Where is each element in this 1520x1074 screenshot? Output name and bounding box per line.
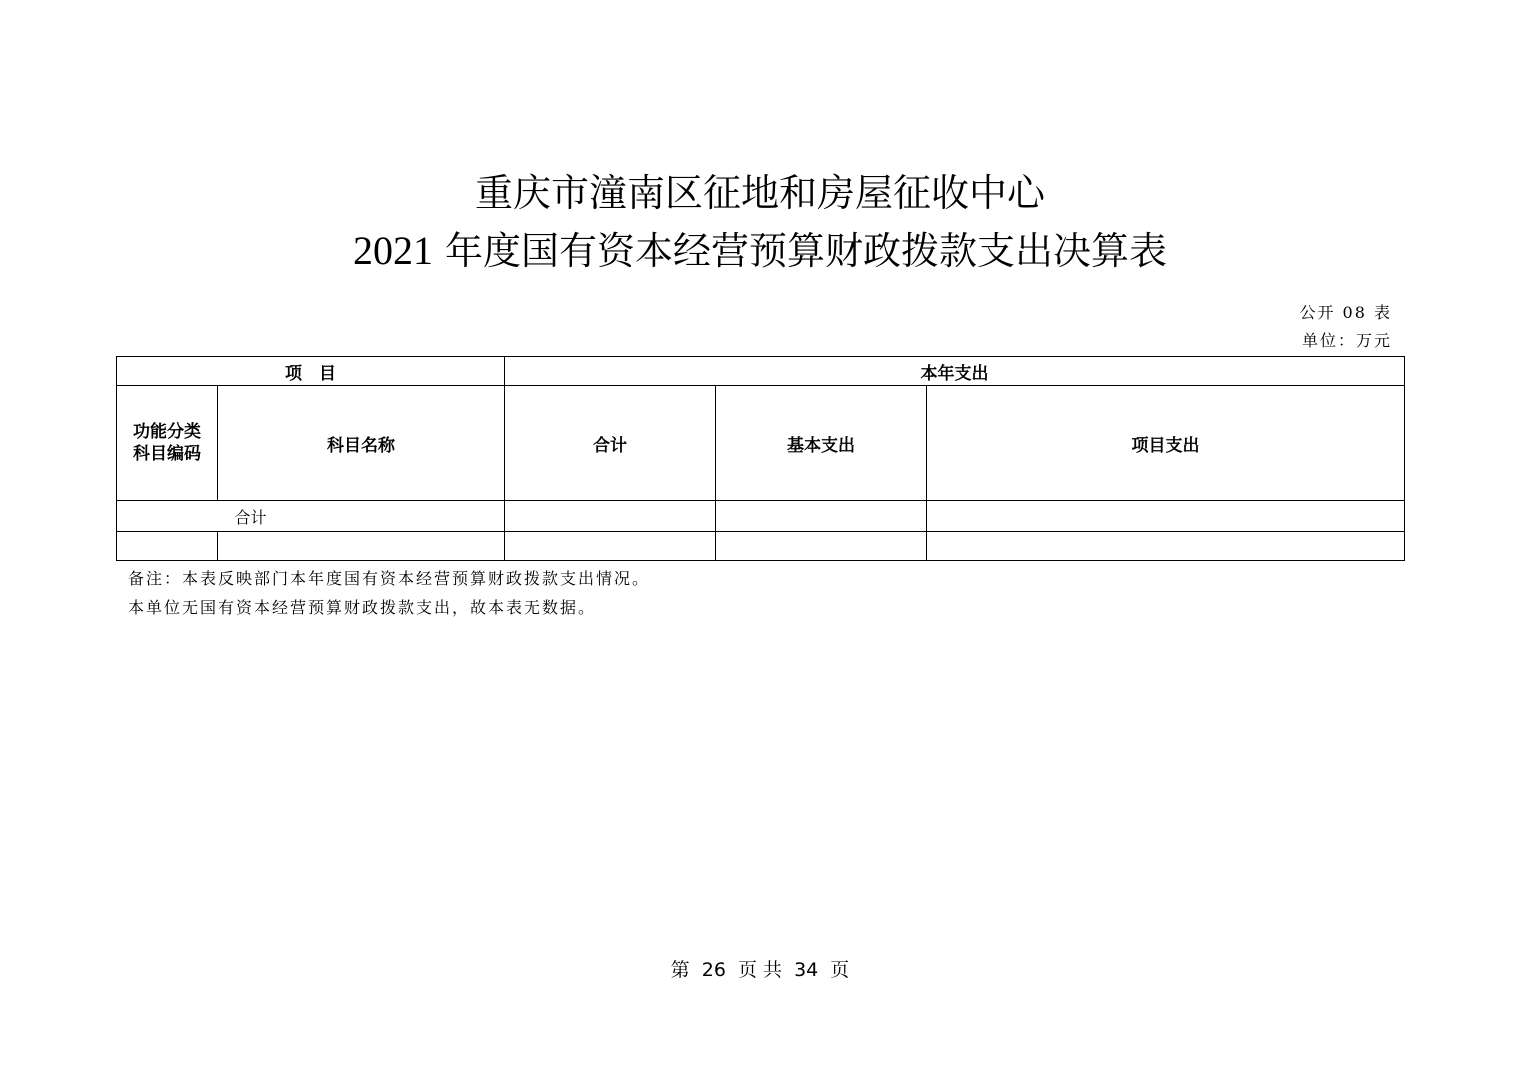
title-subject: 年度国有资本经营预算财政拨款支出决算表 [445, 229, 1168, 273]
table-total-row [117, 501, 1405, 532]
note-line1: 备注：本表反映部门本年度国有资本经营预算财政拨款支出情况。 [128, 569, 651, 588]
header-basic-expense: 基本支出 [716, 386, 927, 501]
table-row [117, 532, 1405, 561]
unit-label: 单位：万元 [1301, 331, 1392, 350]
document-title-line1: 重庆市潼南区征地和房屋征收中心 [474, 171, 1045, 215]
footer-suffix: 页 [830, 959, 850, 981]
row-total [505, 532, 716, 561]
header-subject-name: 科目名称 [218, 386, 505, 501]
total-row-basic-expense [716, 501, 927, 532]
header-item: 项 目 [117, 357, 505, 386]
page-footer [0, 957, 1520, 983]
budget-table [116, 356, 1405, 561]
total-row-total [505, 501, 716, 532]
note-line2: 本单位无国有资本经营预算财政拨款支出，故本表无数据。 [128, 598, 597, 617]
total-row-label: 合计 [234, 507, 267, 527]
row-code [117, 532, 218, 561]
table-header-row-columns [117, 386, 1405, 501]
header-function-code-line2: 科目编码 [133, 444, 201, 464]
total-row-project-expense [927, 501, 1405, 532]
document-title-line2 [0, 228, 1520, 274]
row-subject-name [218, 532, 505, 561]
header-function-code [117, 386, 218, 501]
footer-prefix: 第 [670, 959, 690, 981]
form-number: 公开 08 表 [1299, 303, 1392, 322]
footer-mid: 页 共 [737, 959, 783, 981]
header-total: 合计 [505, 386, 716, 501]
table-header-row-group [117, 357, 1405, 386]
header-project-expense: 项目支出 [927, 386, 1405, 501]
row-project-expense [927, 532, 1405, 561]
row-basic-expense [716, 532, 927, 561]
footer-total-pages: 34 [794, 959, 819, 981]
total-row-label-cell [117, 501, 505, 532]
footer-current-page: 26 [701, 959, 726, 981]
header-current-year-expense: 本年支出 [505, 357, 1405, 386]
title-year: 2021 [352, 228, 433, 273]
header-function-code-line1: 功能分类 [133, 422, 201, 442]
